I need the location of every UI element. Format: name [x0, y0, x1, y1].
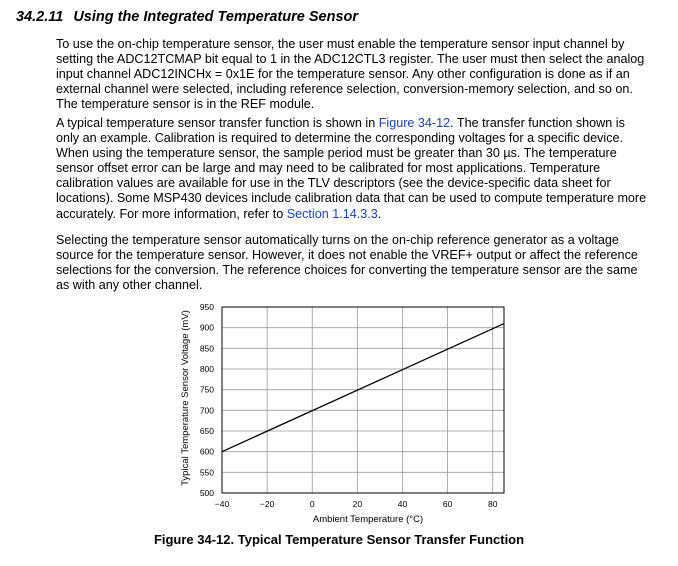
text-run: accurately. For more information, refer to	[56, 206, 287, 221]
text-run: . The transfer function shown is	[450, 116, 625, 130]
paragraph-line: only an example. Calibration is required to determine the corresponding voltages for a specific device.	[56, 131, 624, 146]
y-tick-label: 900	[199, 322, 214, 333]
text-run: .	[377, 206, 382, 221]
paragraph-line: input channel ADC12INCHx = 0x1E for the temperature sensor. Any other configuration is done as if an	[56, 67, 630, 82]
paragraph-line: setting the ADC12TCMAP bit equal to 1 in the ADC12CTL3 register. The user must then select the analog	[56, 52, 645, 67]
section-number: 34.2.11	[16, 9, 64, 25]
paragraph-line: To use the on-chip temperature sensor, the user must enable the temperature sensor input channel by	[56, 37, 625, 51]
y-tick-label: 800	[199, 364, 214, 374]
y-tick-label: 550	[199, 467, 214, 478]
plot-frame	[222, 307, 504, 493]
paragraph-line: as with any other channel.	[56, 278, 203, 293]
figure-caption: Figure 34-12. Typical Temperature Sensor Transfer Function	[153, 532, 525, 547]
section-title: Using the Integrated Temperature Sensor	[73, 9, 359, 25]
x-tick-label: 60	[442, 499, 453, 509]
paragraph-line: The temperature sensor is in the REF module.	[56, 97, 315, 112]
x-tick-label: 40	[397, 499, 408, 509]
paragraph-line: selections for the conversion. The reference choices for converting the temperature sensor are the same	[56, 263, 638, 278]
x-axis-label: Ambient Temperature (°C)	[312, 514, 424, 525]
y-tick-label: 850	[199, 343, 214, 354]
x-tick-label: −20	[259, 499, 275, 509]
paragraph-line: When using the temperature sensor, the sample period must be greater than 30 µs. The temperature	[56, 146, 617, 161]
y-axis-label: Typical Temperature Sensor Voltage (mV)	[180, 310, 191, 486]
x-tick-label: 0	[309, 499, 315, 509]
text-run: A typical temperature sensor transfer function is shown in	[56, 116, 379, 130]
x-tick-label: −40	[214, 499, 230, 509]
paragraph-line: calibration values are available for use in the TLV descriptors (see the device-specific data sheet for	[56, 176, 611, 191]
paragraph-line: sensor offset error can be large and may need to be calibrated for most applications. Temperature	[56, 161, 601, 176]
x-tick-label: 20	[352, 499, 363, 509]
series	[222, 324, 504, 452]
paragraph-line: Selecting the temperature sensor automatically turns on the on-chip reference generator as a voltage	[56, 233, 619, 247]
y-tick-label: 600	[199, 446, 214, 457]
y-tick-label: 950	[199, 302, 214, 312]
ticks	[200, 302, 498, 509]
y-tick-label: 500	[199, 488, 214, 498]
transfer-function-line	[222, 324, 504, 452]
y-tick-label: 650	[199, 426, 214, 436]
paragraph-line: external channel were selected, including reference selection, conversion-memory selection, and so on.	[56, 82, 633, 97]
section-link[interactable]: Section 1.14.3.3	[286, 206, 378, 221]
y-tick-label: 750	[199, 384, 214, 395]
paragraph-line: source for the temperature sensor. However, it does not enable the VREF+ output or affect the reference	[56, 248, 638, 263]
grid	[222, 307, 504, 493]
figure-link[interactable]: Figure 34-12	[378, 116, 451, 130]
y-tick-label: 700	[199, 405, 214, 416]
paragraph-line: locations). Some MSP430 devices include calibration data that can be used to compute temperature more	[56, 191, 647, 206]
x-tick-label: 80	[487, 499, 498, 509]
